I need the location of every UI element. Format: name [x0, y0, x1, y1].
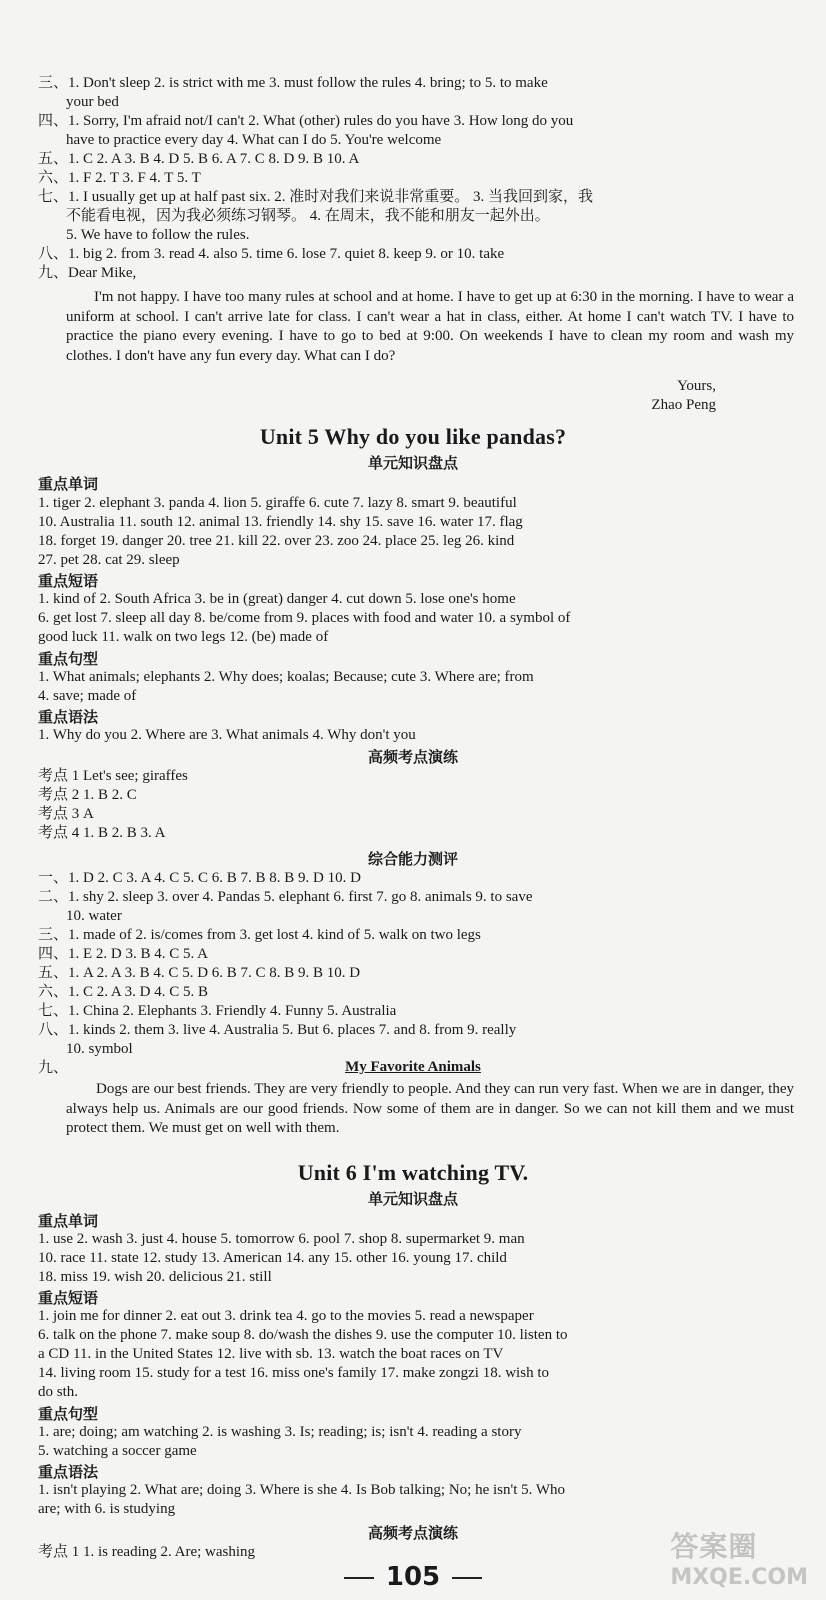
answer-line: 考点 2 1. B 2. C	[38, 787, 137, 803]
answer-line: 18. forget 19. danger 20. tree 21. kill 22. over 23. zoo 24. place 25. leg 26. kind	[38, 533, 515, 549]
answer-line: 5. watching a soccer game	[38, 1443, 197, 1459]
answer-line: 18. miss 19. wish 20. delicious 21. still	[38, 1269, 272, 1285]
letter-signer: Zhao Peng	[651, 397, 716, 413]
essay-body: Dogs are our best friends. They are very friendly to people. And they can run very fast. When we are in danger, they always help us. Animals are our good friends. Now some of them are in danger. So we can not kill them and we must protect them. We must get on well with them.	[66, 1081, 794, 1136]
answer-line: 4. save; made of	[38, 688, 137, 704]
answer-line: 1. kind of 2. South Africa 3. be in (great) danger 4. cut down 5. lose one's home	[38, 591, 516, 607]
watermark-logo	[670, 1525, 808, 1590]
answer-line: 五、1. C 2. A 3. B 4. D 5. B 6. A 7. C 8. D 9. B 10. A	[38, 151, 360, 167]
answer-line: are; with 6. is studying	[38, 1501, 176, 1517]
section-heading: 重点短语	[38, 1289, 99, 1307]
answer-line: 1. use 2. wash 3. just 4. house 5. tomorrow 6. pool 7. shop 8. supermarket 9. man	[38, 1231, 525, 1247]
answer-line: 三、1. made of 2. is/comes from 3. get lost 4. kind of 5. walk on two legs	[38, 927, 481, 943]
unit-title: Unit 5 Why do you like pandas?	[259, 424, 567, 449]
answer-line: 10. symbol	[66, 1041, 133, 1057]
answer-line: a CD 11. in the United States 12. live with sb. 13. watch the boat races on TV	[38, 1346, 504, 1362]
watermark-url: MXQE.COM	[670, 1565, 808, 1590]
section-heading: 重点语法	[38, 708, 99, 726]
section-heading: 重点单词	[38, 475, 99, 493]
answer-line: 1. tiger 2. elephant 3. panda 4. lion 5. giraffe 6. cute 7. lazy 8. smart 9. beautiful	[38, 495, 517, 511]
watermark-text: 答案圈	[670, 1530, 758, 1563]
answer-line: 五、1. A 2. A 3. B 4. C 5. D 6. B 7. C 8. B 9. B 10. D	[38, 965, 361, 981]
answer-line: your bed	[66, 94, 119, 110]
answer-line: 14. living room 15. study for a test 16. miss one's family 17. make zongzi 18. wish to	[38, 1365, 549, 1381]
section-subtitle: 综合能力测评	[367, 850, 458, 868]
unit-title: Unit 6 I'm watching TV.	[297, 1160, 529, 1185]
section-heading: 重点单词	[38, 1212, 99, 1230]
answer-line: 1. isn't playing 2. What are; doing 3. Where is she 4. Is Bob talking; No; he isn't 5. Who	[38, 1482, 566, 1498]
answer-line: 10. water	[66, 908, 122, 924]
section-heading: 重点短语	[38, 572, 99, 590]
answer-line: 七、1. China 2. Elephants 3. Friendly 4. Funny 5. Australia	[38, 1003, 397, 1019]
answer-line: 10. race 11. state 12. study 13. American 14. any 15. other 16. young 17. child	[38, 1250, 507, 1266]
essay-title: My Favorite Animals	[345, 1059, 481, 1075]
answer-line: 七、1. I usually get up at half past six. 2. 准时对我们来说非常重要。 3. 当我回到家，我	[38, 189, 593, 205]
answer-line: 四、1. E 2. D 3. B 4. C 5. A	[38, 946, 209, 962]
answer-line: 考点 4 1. B 2. B 3. A	[38, 825, 166, 841]
section-heading: 重点句型	[38, 650, 99, 668]
page-number-value: 105	[385, 1562, 441, 1592]
page-number-dash	[452, 1577, 482, 1579]
answer-line: 6. get lost 7. sleep all day 8. be/come from 9. places with food and water 10. a symbol of	[38, 610, 571, 626]
letter-body: I'm not happy. I have too many rules at school and at home. I have to get up at 6:30 in the morning. I have to wear a uniform at school. I can't arrive late for class. I can't wear a hat in class, either. At home I can't watch TV. I have to practice the piano every evening. I have to go to bed at 9:00. On weekends I have to clean my room and wash my clothes. I don't have any fun every day. What can I do?	[66, 289, 794, 364]
section-subtitle: 单元知识盘点	[367, 1190, 458, 1208]
answer-line: 九、Dear Mike,	[38, 265, 137, 281]
answer-line: 八、1. kinds 2. them 3. live 4. Australia 5. But 6. places 7. and 8. from 9. really	[38, 1022, 517, 1038]
answer-line: good luck 11. walk on two legs 12. (be) made of	[38, 629, 329, 645]
answer-line: 四、1. Sorry, I'm afraid not/I can't 2. What (other) rules do you have 3. How long do you	[38, 113, 574, 129]
answer-line: 不能看电视，因为我必须练习钢琴。 4. 在周末，我不能和朋友一起外出。	[66, 208, 550, 224]
section-subtitle: 高频考点演练	[367, 748, 458, 766]
section-subtitle: 单元知识盘点	[367, 454, 458, 472]
answer-line: 考点 1 Let's see; giraffes	[38, 768, 188, 784]
section-heading: 重点句型	[38, 1405, 99, 1423]
section-subtitle: 高频考点演练	[367, 1524, 458, 1542]
answer-line: 八、1. big 2. from 3. read 4. also 5. time 6. lose 7. quiet 8. keep 9. or 10. take	[38, 246, 505, 262]
answer-line: have to practice every day 4. What can I do 5. You're welcome	[66, 132, 442, 148]
answer-line: 1. join me for dinner 2. eat out 3. drink tea 4. go to the movies 5. read a newspaper	[38, 1308, 534, 1324]
answer-line: 1. What animals; elephants 2. Why does; koalas; Because; cute 3. Where are; from	[38, 669, 534, 685]
answer-line: 1. are; doing; am watching 2. is washing 3. Is; reading; is; isn't 4. reading a story	[38, 1424, 522, 1440]
answer-line: 九、	[38, 1060, 69, 1076]
answer-line: do sth.	[38, 1384, 79, 1400]
answer-line: 10. Australia 11. south 12. animal 13. friendly 14. shy 15. save 16. water 17. flag	[38, 514, 523, 530]
answer-line: 一、1. D 2. C 3. A 4. C 5. C 6. B 7. B 8. B 9. D 10. D	[38, 870, 361, 886]
section-heading: 重点语法	[38, 1463, 99, 1481]
answer-line: 5. We have to follow the rules.	[66, 227, 250, 243]
answer-line: 三、1. Don't sleep 2. is strict with me 3. must follow the rules 4. bring; to 5. to make	[38, 75, 548, 91]
answer-line: 六、1. F 2. T 3. F 4. T 5. T	[38, 170, 201, 186]
letter-closing: Yours,	[677, 378, 716, 394]
page-number-dash	[344, 1577, 374, 1579]
answer-line: 考点 3 A	[38, 806, 94, 822]
answer-line: 二、1. shy 2. sleep 3. over 4. Pandas 5. elephant 6. first 7. go 8. animals 9. to save	[38, 889, 533, 905]
answer-line: 六、1. C 2. A 3. D 4. C 5. B	[38, 984, 209, 1000]
answer-line: 27. pet 28. cat 29. sleep	[38, 552, 180, 568]
answer-line: 考点 1 1. is reading 2. Are; washing	[38, 1544, 256, 1560]
answer-line: 1. Why do you 2. Where are 3. What animals 4. Why don't you	[38, 727, 416, 743]
answer-line: 6. talk on the phone 7. make soup 8. do/wash the dishes 9. use the computer 10. listen to	[38, 1327, 568, 1343]
